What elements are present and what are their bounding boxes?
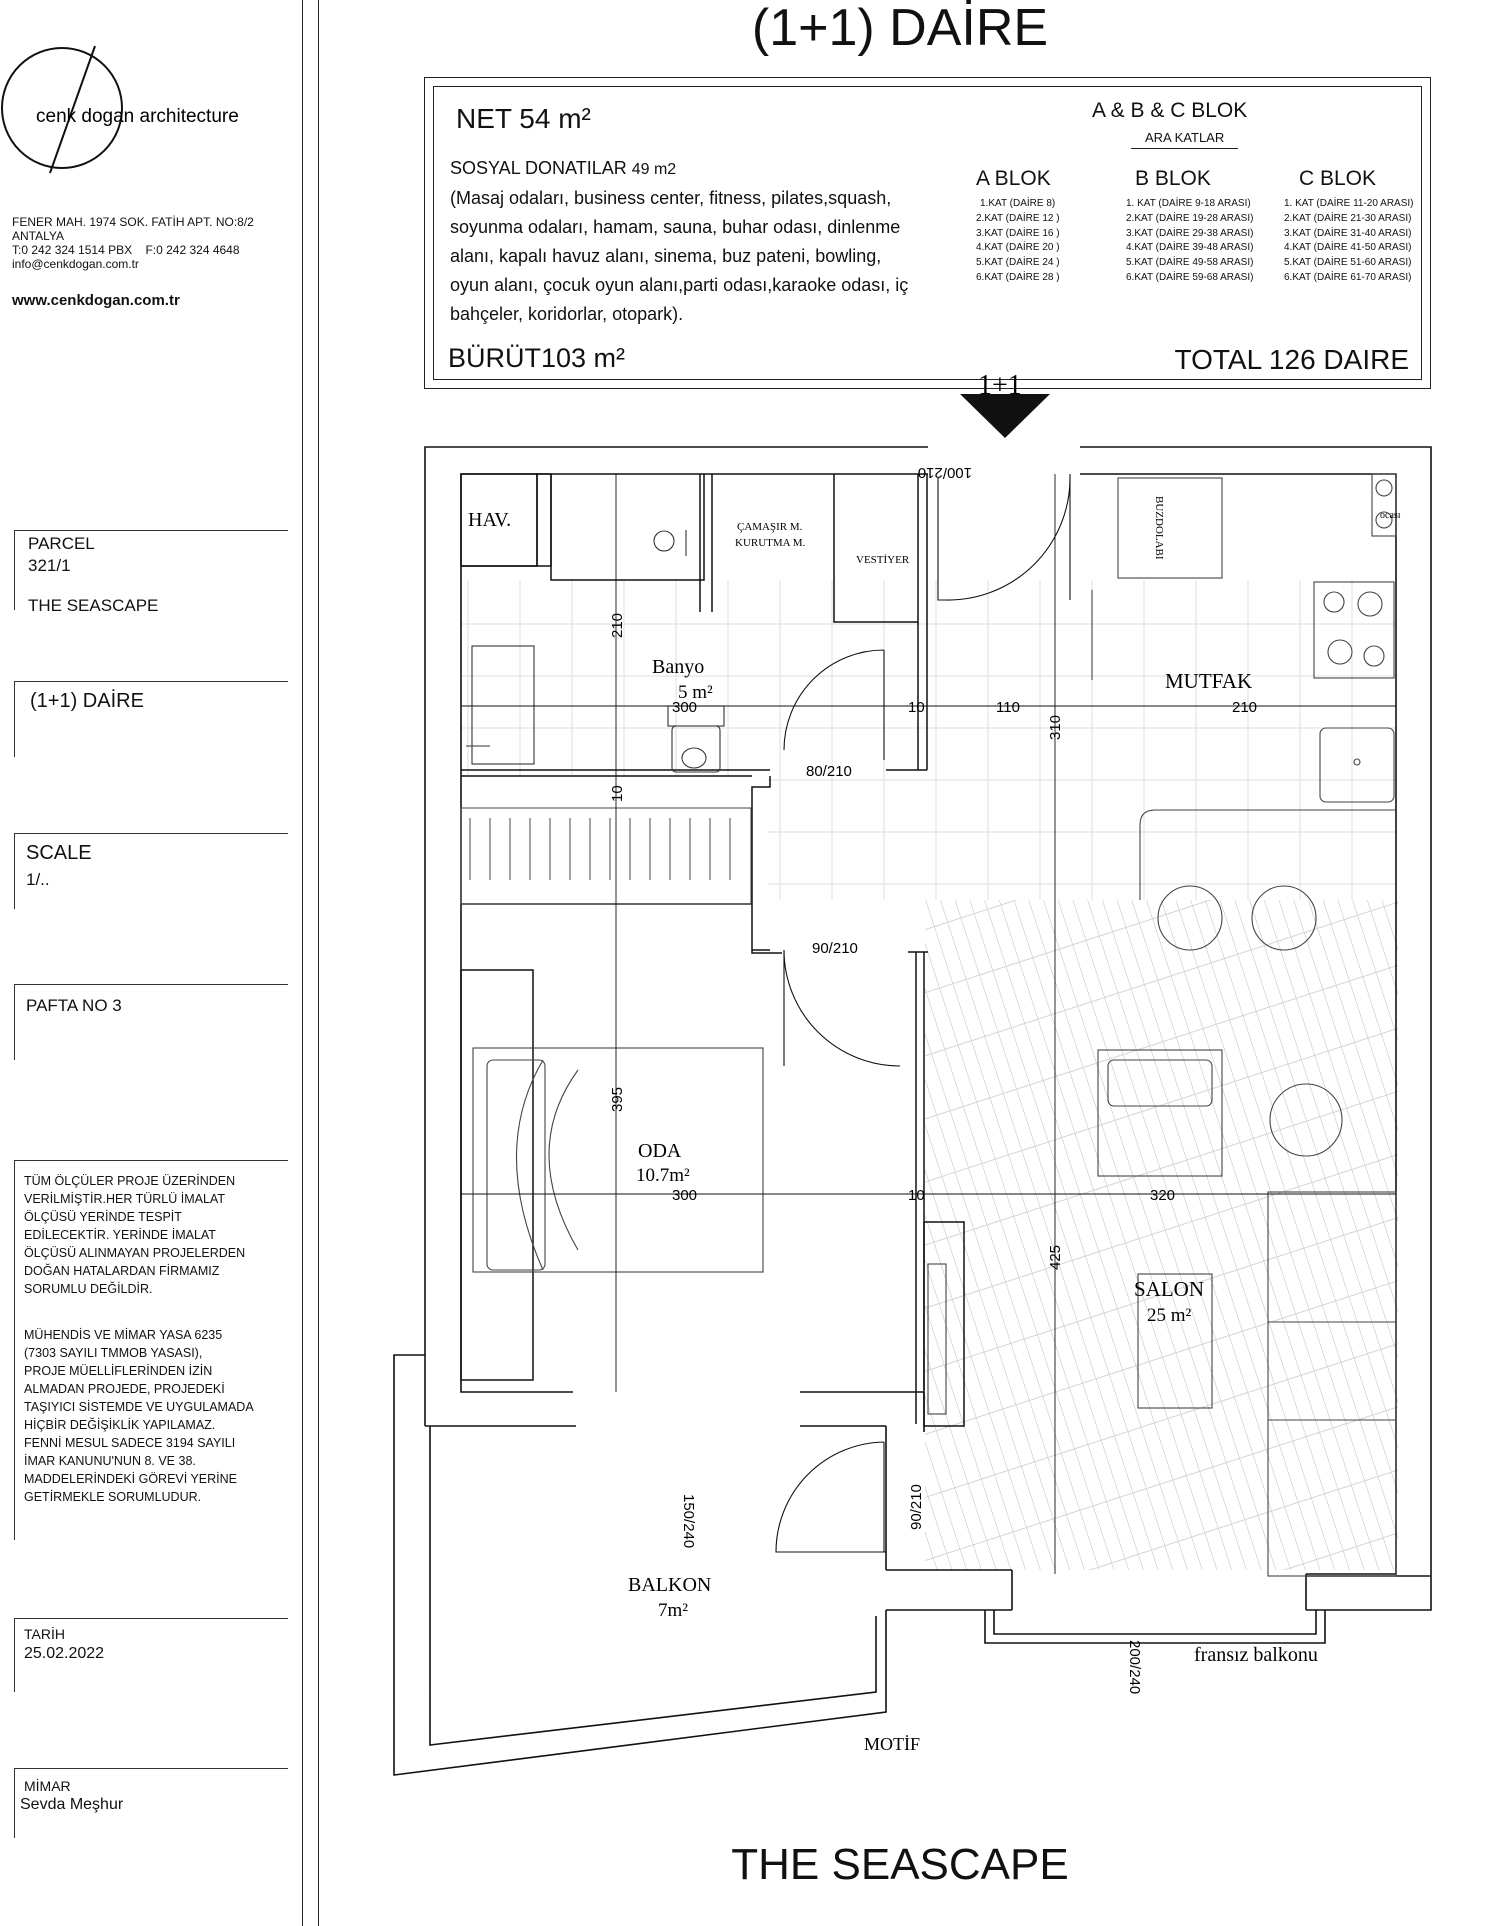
french-balcony-rail (985, 1610, 1325, 1643)
disclaimer-line: TAŞIYICI SİSTEMDE VE UYGULAMADA (24, 1400, 254, 1414)
floor-item: 6.KAT (DAİRE 61-70 ARASI) (1284, 271, 1412, 283)
floor-item: 1.KAT (DAİRE 8) (980, 198, 1056, 209)
social-area: 49 m2 (631, 161, 677, 178)
room-label-balcony: BALKON (628, 1574, 712, 1596)
architect-label: MİMAR (24, 1778, 71, 1794)
dim-label: 320 (1150, 1187, 1176, 1204)
window-label-salon: 200/240 (1126, 1640, 1143, 1695)
disclaimer-line: (7303 SAYILI TMMOB YASASI), (24, 1346, 203, 1360)
room-area-salon: 25 m² (1147, 1305, 1192, 1326)
net-area: NET 54 m² (456, 103, 591, 134)
room-label-salon: SALON (1134, 1277, 1205, 1301)
architect-name: Sevda Meşhur (20, 1796, 124, 1813)
scale-value: 1/.. (26, 870, 50, 889)
label-meter: ocası (1380, 510, 1401, 521)
bed-mattress (487, 1060, 545, 1270)
date-value: 25.02.2022 (24, 1645, 105, 1662)
disclaimer-line: SORUMLU DEĞİLDİR. (24, 1282, 153, 1296)
room-label-kitchen: MUTFAK (1165, 669, 1253, 693)
dim-label: 395 (609, 1086, 626, 1112)
floor-item: 2.KAT (DAİRE 19-28 ARASI) (1126, 212, 1254, 224)
email: info@cenkdogan.com.tr (12, 257, 139, 271)
disclaimer-line: FENNİ MESUL SADECE 3194 SAYILI (24, 1436, 236, 1450)
parcel-value: 321/1 (28, 556, 71, 575)
floor-item: 3.KAT (DAİRE 16 ) (976, 227, 1060, 239)
wardrobe (461, 808, 751, 904)
floor-item: 5.KAT (DAİRE 49-58 ARASI) (1126, 257, 1254, 269)
room-area-bath: 5 m² (678, 682, 713, 703)
disclaimer-line: TÜM ÖLÇÜLER PROJE ÜZERİNDEN (24, 1174, 236, 1188)
disclaimer-line: PROJE MÜELLİFLERİNDEN İZİN (24, 1364, 213, 1378)
gross-area: BÜRÜT103 m² (448, 343, 626, 373)
disclaimer-line: İMAR KANUNU'NUN 8. VE 38. (24, 1454, 196, 1468)
total-units: TOTAL 126 DAIRE (1174, 344, 1409, 375)
scale-label: SCALE (26, 842, 92, 864)
page-title: (1+1) DAİRE (751, 0, 1049, 57)
door-label-balcony: 90/210 (908, 1484, 925, 1530)
label-fridge: BUZDOLABI (1153, 496, 1165, 560)
bed (473, 1048, 763, 1272)
window-label-room: 150/240 (680, 1494, 697, 1549)
floor-item: 2.KAT (DAİRE 21-30 ARASI) (1284, 212, 1412, 224)
block-a-name: A BLOK (976, 167, 1051, 190)
block-c-name: C BLOK (1299, 167, 1377, 190)
shaft-wall (537, 474, 551, 566)
bed-blanket-fold (549, 1070, 578, 1250)
dim-label: 300 (672, 699, 698, 716)
disclaimer-line: ÖLÇÜSÜ YERİNDE TESPİT (24, 1210, 182, 1224)
room-label-laundry: ÇAMAŞIR M. (737, 521, 803, 533)
room-area-balcony: 7m² (658, 1600, 688, 1621)
kitchen-floor (768, 580, 1396, 900)
french-balcony-rail (994, 1610, 1316, 1634)
amenities-line: soyunma odaları, hamam, sauna, buhar odası, dinlenme (450, 217, 901, 237)
dim-label: 425 (1047, 1244, 1064, 1270)
footer-project-title: THE SEASCAPE (731, 1840, 1069, 1889)
floor-item: 6.KAT (DAİRE 28 ) (976, 271, 1060, 283)
disclaimer-line: ALMADAN PROJEDE, PROJEDEKİ (24, 1382, 225, 1396)
floor-item: 4.KAT (DAİRE 20 ) (976, 242, 1060, 254)
door-label-room: 90/210 (812, 940, 858, 957)
floor-item: 5.KAT (DAİRE 24 ) (976, 257, 1060, 269)
meter (1376, 480, 1392, 496)
dim-label: 210 (1232, 699, 1258, 716)
fridge (1118, 478, 1222, 578)
room-area-oda: 10.7m² (636, 1165, 690, 1186)
floor-item: 4.KAT (DAİRE 41-50 ARASI) (1284, 242, 1412, 254)
social-title: SOSYAL DONATILAR (450, 158, 627, 178)
disclaimer-line: ÖLÇÜSÜ ALINMAYAN PROJELERDEN (24, 1246, 246, 1260)
balcony-rail (394, 1355, 886, 1775)
door-label-bath: 80/210 (806, 763, 852, 780)
room-label-vestiyer: VESTİYER (856, 554, 910, 566)
bath-wall (551, 474, 704, 580)
sheet-number: PAFTA NO 3 (26, 996, 122, 1015)
unit-type: (1+1) DAİRE (30, 690, 144, 712)
disclaimer-line: GETİRMEKLE SORUMLUDUR. (24, 1490, 202, 1504)
corridor-wall (752, 776, 770, 950)
dim-label: 310 (1047, 714, 1064, 740)
fax: F:0 242 324 4648 (145, 243, 240, 257)
floor-item: 6.KAT (DAİRE 59-68 ARASI) (1126, 271, 1254, 283)
door-label-entry: 100/210 (917, 464, 972, 481)
floor-item: 3.KAT (DAİRE 31-40 ARASI) (1284, 227, 1412, 239)
block-b-name: B BLOK (1135, 167, 1211, 190)
floors-subtitle: ARA KATLAR (1131, 130, 1238, 149)
floor-item: 3.KAT (DAİRE 29-38 ARASI) (1126, 227, 1254, 239)
closet-niche (461, 970, 533, 1380)
disclaimer-line: MÜHENDİS VE MİMAR YASA 6235 (24, 1328, 223, 1342)
label-motif: MOTİF (864, 1734, 921, 1754)
dim-label: 10 (609, 785, 626, 802)
phone: T:0 242 324 1514 PBX (12, 243, 133, 257)
disclaimer-line: EDİLECEKTİR. YERİNDE İMALAT (24, 1228, 216, 1242)
unit-marker: 1+1 (978, 370, 1022, 401)
dim-label: 110 (996, 699, 1020, 716)
floor-item: 1. KAT (DAİRE 11-20 ARASI) (1284, 198, 1414, 209)
amenities-line: alanı, kapalı havuz alanı, sinema, buz pateni, bowling, (450, 246, 882, 266)
room-door-swing (784, 950, 900, 1066)
floor-item: 5.KAT (DAİRE 51-60 ARASI) (1284, 257, 1412, 269)
project-name: THE SEASCAPE (28, 596, 159, 615)
floor-item: 1. KAT (DAİRE 9-18 ARASI) (1126, 198, 1251, 209)
date-label: TARİH (24, 1626, 65, 1642)
parcel-label: PARCEL (28, 534, 95, 553)
shower-drain (654, 531, 674, 551)
room-label-bath: Banyo (652, 656, 705, 678)
wardrobe-frame (461, 808, 751, 904)
room-label-laundry-2: KURUTMA M. (735, 537, 806, 549)
bed-blanket-fold (517, 1060, 544, 1270)
address-line-1: FENER MAH. 1974 SOK. FATİH APT. NO:8/2 (12, 215, 254, 229)
room-label-hav: HAV. (468, 509, 512, 531)
label-french-balcony: fransız balkonu (1194, 1644, 1318, 1666)
dim-label: 210 (609, 612, 626, 638)
firm-website[interactable]: www.cenkdogan.com.tr (12, 292, 180, 309)
firm-name: cenk dogan architecture (36, 106, 239, 127)
amenities-line: bahçeler, koridorlar, otopark). (450, 304, 684, 324)
amenities-line: (Masaj odaları, business center, fitness, pilates,squash, (450, 188, 892, 208)
salon-floor (925, 900, 1398, 1570)
room-label-oda: ODA (638, 1140, 682, 1162)
floor-item: 4.KAT (DAİRE 39-48 ARASI) (1126, 242, 1254, 254)
disclaimer-line: VERİLMİŞTİR.HER TÜRLÜ İMALAT (24, 1192, 225, 1206)
dim-label: 10 (908, 1187, 925, 1204)
floor-item: 2.KAT (DAİRE 12 ) (976, 212, 1060, 224)
address-line-2: ANTALYA (12, 229, 65, 243)
meter-box (1372, 474, 1396, 536)
disclaimer-line: MADDELERİNDEKİ GÖREVİ YERİNE (24, 1472, 238, 1486)
balcony-door-swing (776, 1442, 886, 1552)
disclaimer-line: HİÇBİR DEĞİŞİKLİK YAPILAMAZ. (24, 1418, 216, 1432)
dim-label: 300 (672, 1187, 698, 1204)
amenities-line: oyun alanı, çocuk oyun alanı,parti odası,karaoke odası, iç (450, 275, 909, 295)
blocks-title: A & B & C BLOK (1092, 99, 1248, 122)
dim-label: 10 (908, 699, 925, 716)
disclaimer-line: DOĞAN HATALARDAN FİRMAMIZ (24, 1264, 220, 1278)
